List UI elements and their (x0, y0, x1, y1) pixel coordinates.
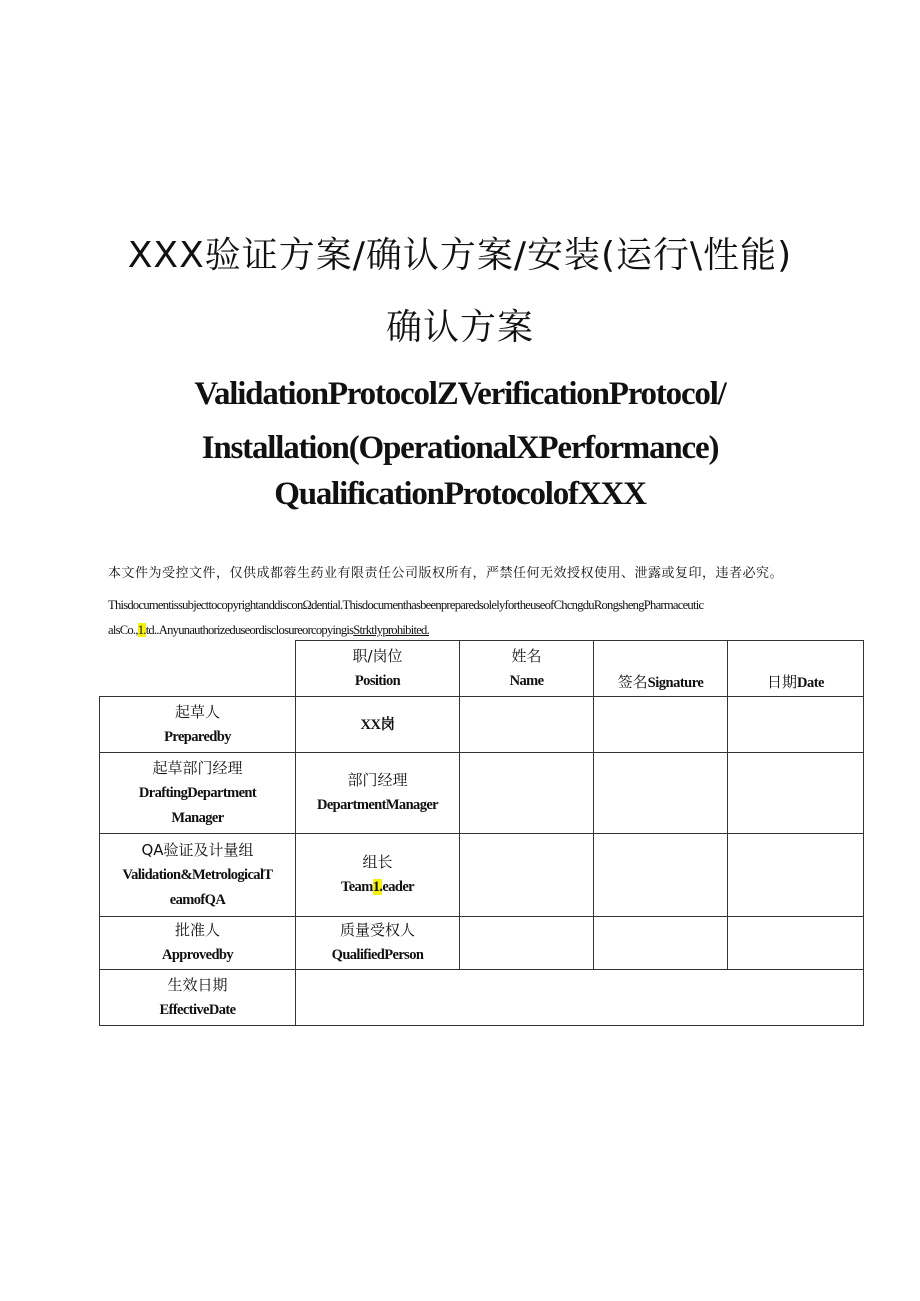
date-input-cell[interactable] (728, 753, 864, 834)
position-cell (296, 697, 460, 753)
highlighted-text: 1. (137, 623, 146, 637)
role-cn: 起草部门经理 (152, 758, 243, 777)
header-name-en: Name (509, 672, 544, 689)
position-en-a: Team (340, 879, 373, 895)
header-date (728, 641, 864, 697)
position-text: XX岗 (360, 716, 395, 733)
header-name-cn: 姓名 (511, 646, 542, 665)
notice-text-b: td..Anyunauthorizeduseordisclosureorcopyingis (145, 623, 354, 637)
date-input-cell[interactable] (728, 834, 864, 917)
header-signature-cn: 签名 (617, 673, 648, 691)
effective-date-input-cell[interactable] (296, 970, 864, 1026)
position-en (296, 875, 459, 900)
table-row-effective-date (100, 970, 864, 1026)
position-cn: 部门经理 (347, 771, 408, 789)
header-position-cn: 职/岗位 (352, 646, 403, 665)
role-en-line-2: Manager (171, 809, 224, 826)
table-row-drafting-manager (100, 753, 864, 834)
role-cn: 起草人 (174, 702, 220, 721)
position-cn: 质量受权人 (339, 921, 415, 939)
date-input-cell[interactable] (728, 697, 864, 753)
signature-input-cell[interactable] (594, 917, 728, 970)
notice-text-a: alsCo., (108, 623, 138, 637)
header-date-en: Date (797, 675, 824, 691)
title-cn-line-2: 确认方案 (385, 307, 534, 348)
header-position (296, 641, 460, 697)
name-input-cell[interactable] (460, 697, 594, 753)
role-cell (100, 697, 296, 753)
position-cn: 组长 (362, 853, 393, 871)
role-cell (100, 970, 296, 1026)
table-row-approved-by (100, 917, 864, 970)
role-cn: 生效日期 (167, 975, 228, 994)
signature-input-cell[interactable] (594, 697, 728, 753)
copyright-notice-en-line-1: ThisdocumentissubjecttocopyrightanddisconΩdential.ThisdocumenthasbeenpreparedsolelyfortheuseofChcngduRongshengPharmaceutic (108, 598, 704, 612)
role-cell (100, 753, 296, 834)
header-position-en: Position (354, 672, 401, 689)
role-cn: 批准人 (174, 921, 220, 939)
blank-corner-cell (100, 641, 296, 697)
role-en-line-1: Validation&MetrologicalT (122, 866, 273, 883)
signature-input-cell[interactable] (594, 753, 728, 834)
role-cn: QA验证及计量组 (141, 840, 254, 859)
position-en-b: eader (382, 879, 415, 895)
signature-table (99, 640, 864, 1026)
signature-input-cell[interactable] (594, 834, 728, 917)
role-en-line-2: eamofQA (169, 891, 226, 908)
position-en: QualifiedPerson (331, 947, 424, 963)
highlighted-text: 1. (372, 879, 383, 895)
table-header-row (100, 641, 864, 697)
role-cell (100, 917, 296, 970)
header-signature-en: Signature (647, 675, 704, 691)
header-name (460, 641, 594, 697)
underlined-text: Strktlyprohibited. (353, 623, 429, 637)
header-date-cn: 日期 (766, 673, 797, 691)
role-en: Approvedby (161, 947, 234, 963)
position-cell (296, 917, 460, 970)
title-cn-line-1: XXX验证方案/确认方案/安装(运行\性能) (127, 235, 793, 276)
table-row-qa-validation (100, 834, 864, 917)
date-input-cell[interactable] (728, 917, 864, 970)
title-en-line-2: Installation(OperationalXPerformance) (201, 430, 719, 466)
copyright-notice-cn: 本文件为受控文件，仅供成都蓉生药业有限责任公司版权所有，严禁任何无效授权使用、泄露或复印，违者必究。 (108, 566, 784, 581)
name-input-cell[interactable] (460, 834, 594, 917)
position-cell (296, 834, 460, 917)
role-cell (100, 834, 296, 917)
title-en-line-3: QualificationProtocolofXXX (274, 476, 646, 512)
table-row-prepared-by (100, 697, 864, 753)
role-en: EffectiveDate (159, 1001, 236, 1018)
name-input-cell[interactable] (460, 753, 594, 834)
copyright-notice-en-line-2 (108, 621, 868, 639)
position-cell (296, 753, 460, 834)
name-input-cell[interactable] (460, 917, 594, 970)
header-signature (594, 641, 728, 697)
role-en-line-1: DraftingDepartment (138, 784, 257, 801)
position-en: DepartmentManager (316, 797, 439, 813)
role-en: Preparedby (164, 728, 231, 745)
title-en-line-1: ValidationProtocolZVerificationProtocol/ (194, 376, 726, 412)
